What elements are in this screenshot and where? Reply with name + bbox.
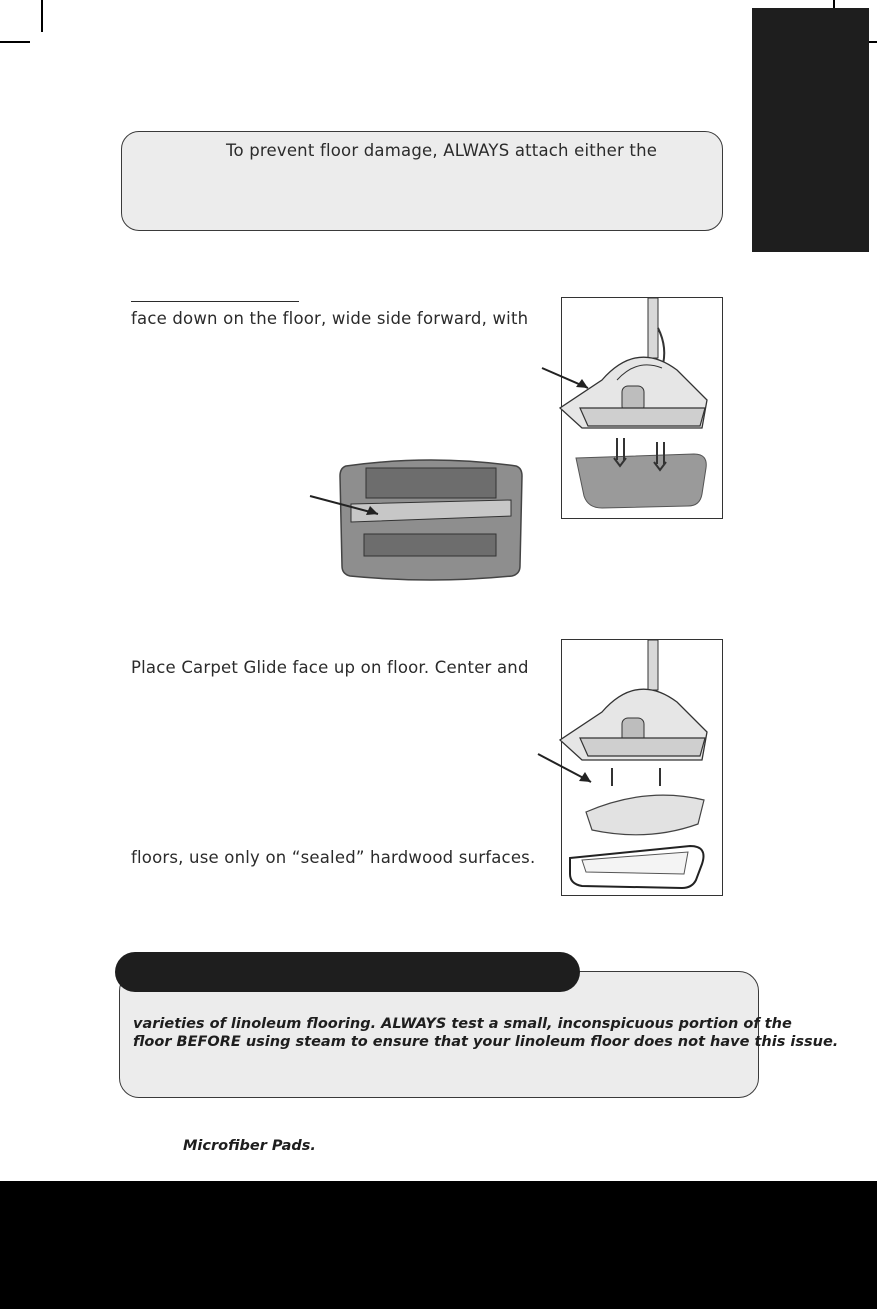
note-line: varieties of linoleum flooring. ALWAYS test a small, inconspicuous portion of the (133, 1016, 792, 1032)
instruction-line: floors, use only on “sealed” hardwood surfaces. (131, 848, 536, 867)
warning-text: To prevent floor damage, ALWAYS attach either the (226, 141, 658, 160)
crop-mark (0, 41, 30, 43)
crop-mark (41, 0, 43, 32)
pointer-arrow (536, 752, 606, 792)
steamer-pad-figure (561, 297, 723, 519)
pointer-arrow (308, 494, 388, 524)
pointer-arrow (540, 366, 600, 396)
footer-band (0, 1181, 877, 1309)
note-line: floor BEFORE using steam to ensure that your linoleum floor does not have this issue. (133, 1034, 839, 1050)
instruction-line: Place Carpet Glide face up on floor. Center and (131, 658, 529, 677)
footnote-text: Microfiber Pads. (183, 1138, 316, 1154)
heading-underline (131, 301, 299, 302)
instruction-line: face down on the floor, wide side forward, with (131, 309, 529, 328)
steamer-on-pad-illustration (562, 298, 724, 520)
note-header-bar (115, 952, 580, 992)
section-side-tab (752, 8, 869, 252)
